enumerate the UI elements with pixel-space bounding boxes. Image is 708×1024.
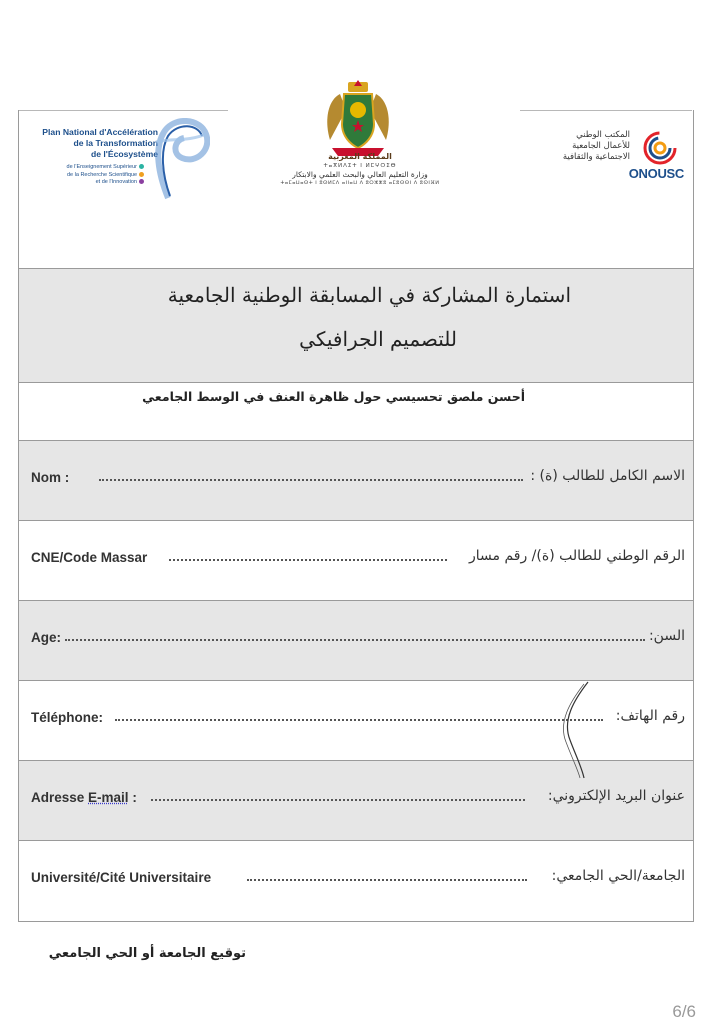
field-label-fr: CNE/Code Massar	[31, 550, 148, 565]
participation-form-table	[18, 268, 694, 922]
form-title-line1: استمارة المشاركة في المسابقة الوطنية الجامعية	[167, 283, 571, 307]
dotted-fill-line[interactable]	[99, 479, 523, 481]
field-label-fr: Nom :	[31, 470, 70, 485]
field-label-fr: Adresse E-mail :	[31, 790, 137, 805]
dotted-fill-line[interactable]	[247, 879, 527, 881]
field-label-ar: السن:	[648, 628, 685, 644]
form-subtitle: أحسن ملصق تحسيسي حول ظاهرة العنف في الوسط الجامعي	[142, 389, 525, 404]
page-number: 6/6	[672, 1002, 696, 1021]
onousc-rings-icon	[642, 130, 678, 166]
teal-dot-icon	[139, 164, 144, 169]
form-title-line2: للتصميم الجرافيكي	[299, 327, 457, 351]
coat-of-arms-icon	[318, 80, 398, 160]
field-full-name[interactable]	[19, 441, 693, 521]
dotted-fill-line[interactable]	[65, 639, 645, 641]
pen-stroke-mark	[548, 680, 608, 780]
purple-dot-icon	[139, 179, 144, 184]
form-subtitle-row	[19, 383, 693, 441]
field-label-ar: الجامعة/الحي الجامعي:	[551, 868, 685, 884]
dotted-fill-line[interactable]	[115, 719, 603, 721]
dotted-fill-line[interactable]	[151, 799, 525, 801]
plan-logo-title: Plan National d'Accélération de la Transformation de l'Écosystème	[42, 127, 158, 159]
field-label-ar: رقم الهاتف:	[615, 708, 685, 724]
dotted-fill-line[interactable]	[169, 559, 447, 561]
onousc-logo: المكتب الوطني للأعمال الجامعية الاجتماعية والثقافية ONOUSC	[530, 128, 690, 188]
plan-national-logo	[20, 118, 220, 208]
field-cne-massar[interactable]	[19, 521, 693, 601]
field-label-fr: Université/Cité Universitaire	[31, 870, 212, 885]
swirl-logo-icon	[148, 118, 210, 200]
field-label-fr: Téléphone:	[31, 710, 104, 725]
field-label-fr: Age:	[31, 630, 61, 645]
field-label-ar: عنوان البريد الإلكتروني:	[547, 788, 685, 804]
field-label-ar: الرقم الوطني للطالب (ة)/ رقم مسار	[469, 548, 685, 564]
field-label-ar: الاسم الكامل للطالب (ة) :	[530, 468, 685, 484]
field-university[interactable]	[19, 841, 693, 921]
field-age[interactable]	[19, 601, 693, 681]
form-title-row	[19, 269, 693, 383]
onousc-arabic-name: المكتب الوطني للأعمال الجامعية الاجتماعية والثقافية	[562, 130, 630, 162]
orange-dot-icon	[139, 172, 144, 177]
plan-logo-subtitle: de l'Enseignement Supérieur de la Recherche Scientifique et de l'Innovation	[67, 164, 144, 187]
signature-label: توقيع الجامعة أو الحي الجامعي	[48, 946, 246, 961]
kingdom-ministry-text: المملكة المغربية ⵜⴰⴳⵍⴷⵉⵜ ⵏ ⵍⵎⵖⵔⵉⴱ وزارة التعليم العالي والبحث العلمي والابتكار ⵜⴰⵎⴰⵡⴰⵙⵜ ⵏ ⵓⵙⵍⵎⴷ ⴰⵏⵏⴰⵡ ⴷ ⵓⵔⵣⵣⵓ ⴰⵎⵓⵙⵙⵏ ⴷ ⵓⵙⵏⴼⵍ	[280, 152, 440, 186]
